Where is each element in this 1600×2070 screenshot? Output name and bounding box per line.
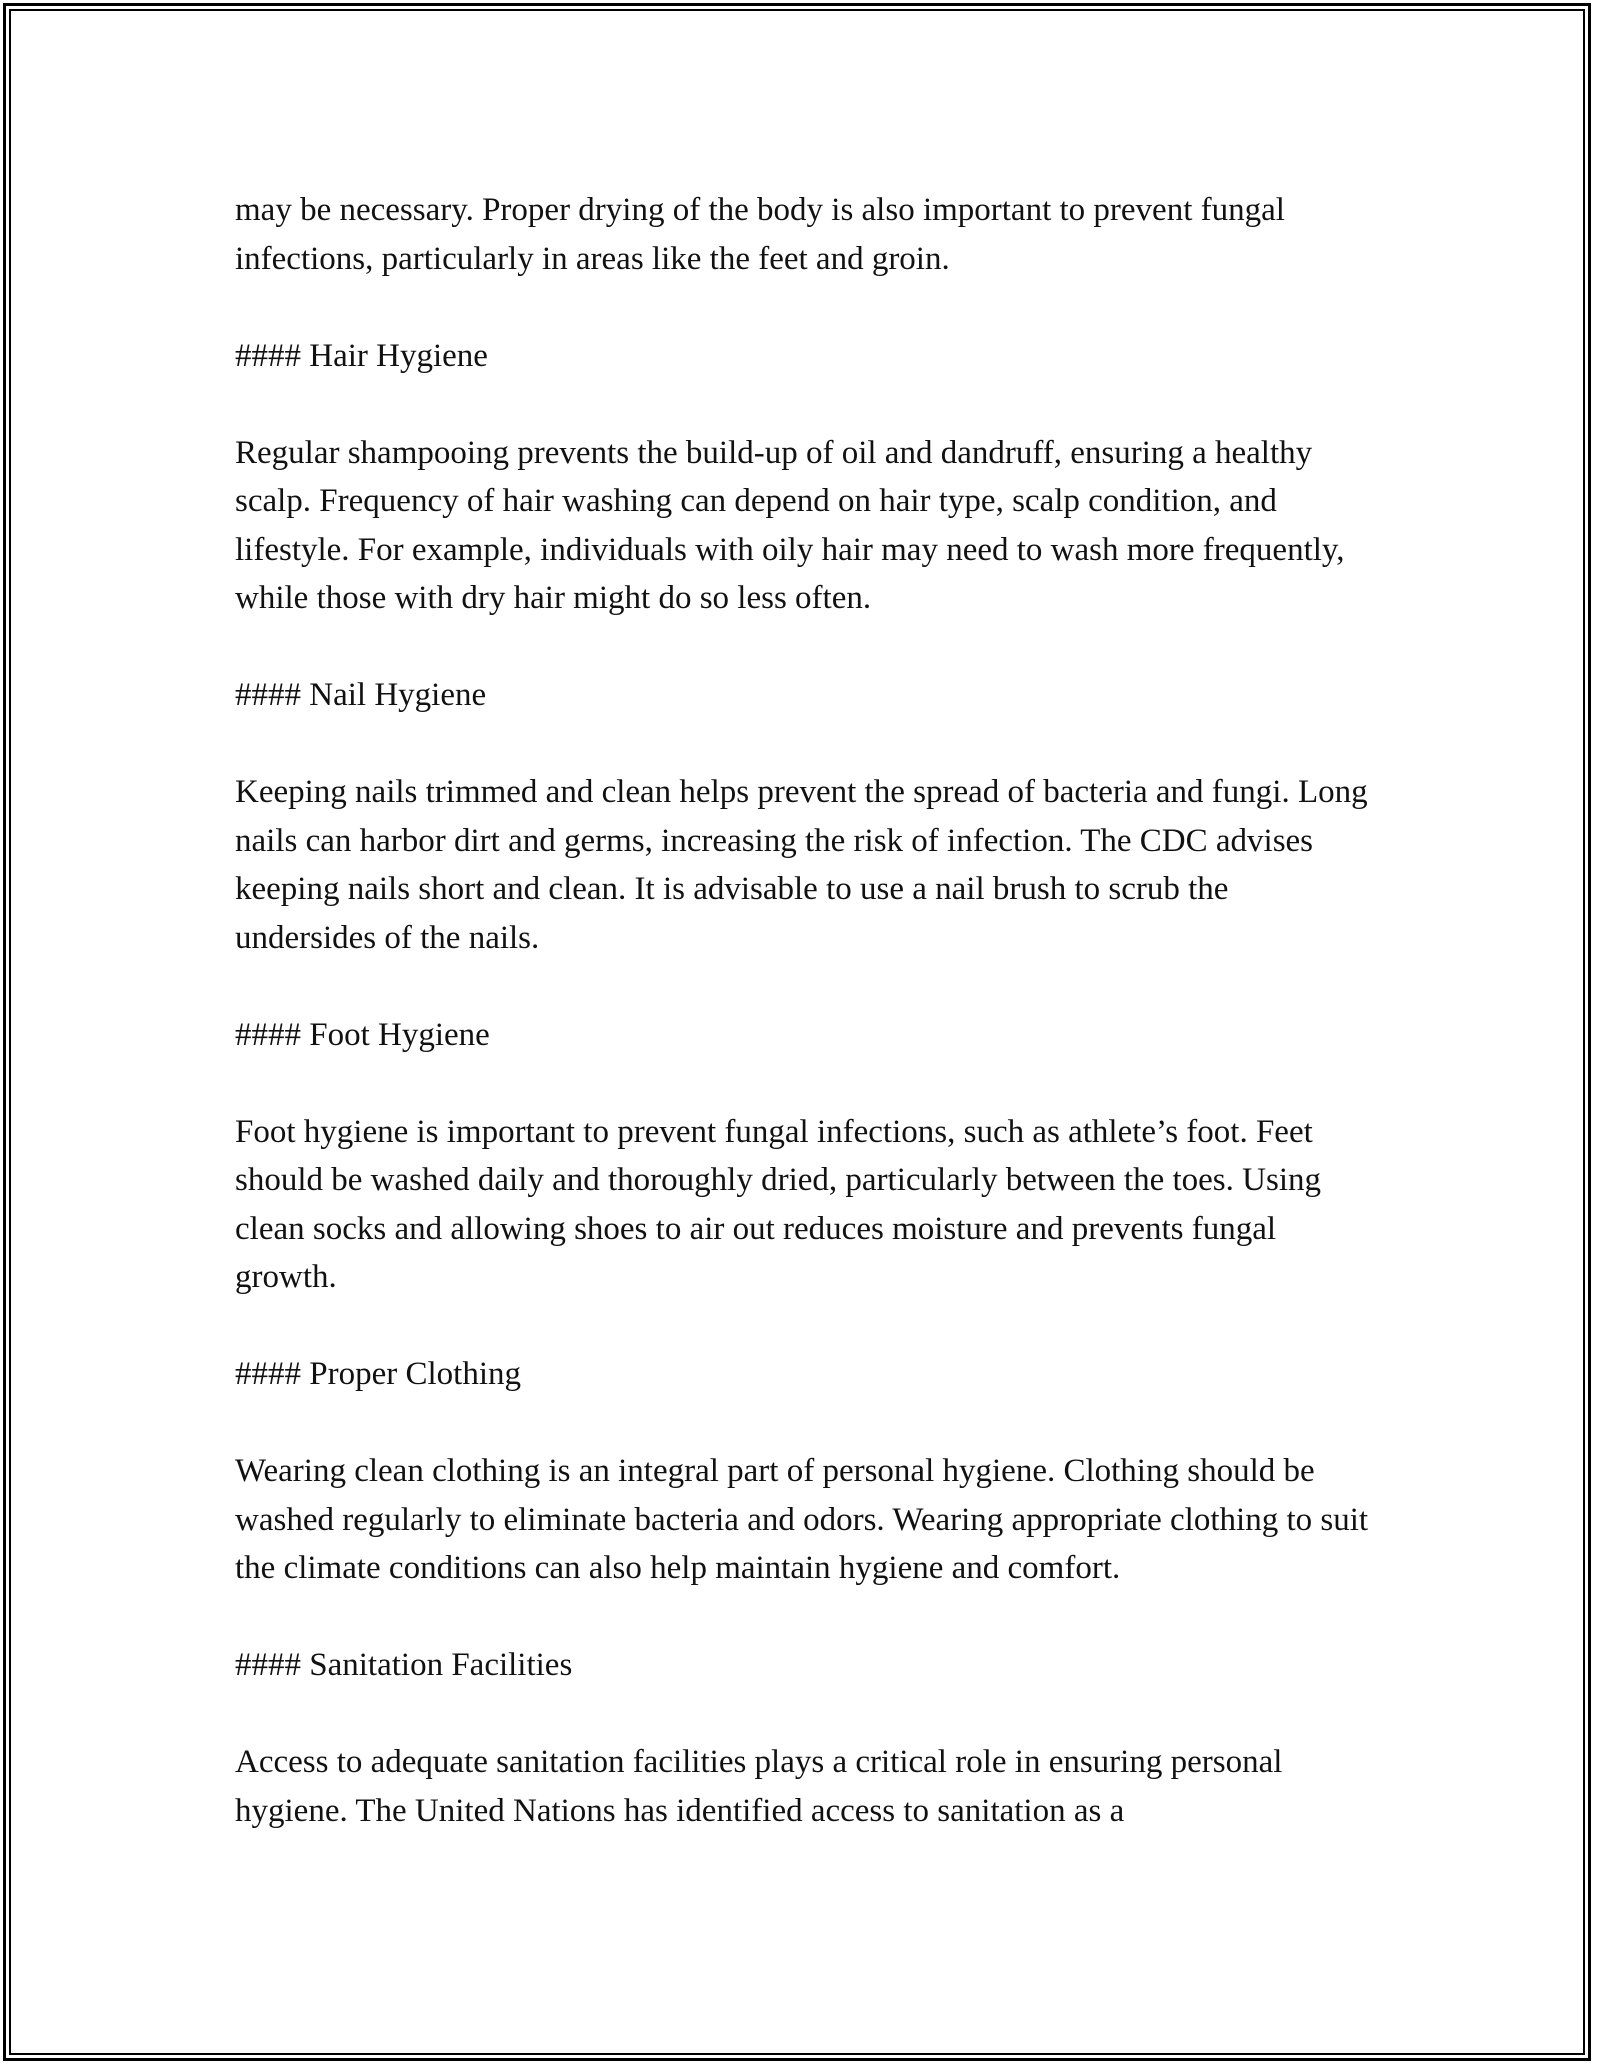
- heading-sanitation-facilities: #### Sanitation Facilities: [235, 1647, 573, 1683]
- heading-hair-hygiene: #### Hair Hygiene: [235, 337, 488, 374]
- paragraph-hair-hygiene: Regular shampooing prevents the build-up of oil and dandruff, ensuring a healthy scalp. Frequency of hair washing can depend on hair type, scalp condition, and lifestyle. For example, individuals with oily hair may need to wash more frequently, while those with dry hair might do so less often.: [235, 434, 1345, 616]
- paragraph-body-drying: may be necessary. Proper drying of the body is also important to prevent fungal infections, particularly in areas like the feet and groin.: [235, 192, 1285, 277]
- heading-nail-hygiene: #### Nail Hygiene: [235, 677, 487, 713]
- heading-proper-clothing: #### Proper Clothing: [235, 1356, 521, 1392]
- heading-foot-hygiene: #### Foot Hygiene: [235, 1016, 490, 1053]
- paragraph-proper-clothing: Wearing clean clothing is an integral part of personal hygiene. Clothing should be washed regularly to eliminate bacteria and odors. Wearing appropriate clothing to suit the climate conditions can also help maintain hygiene and comfort.: [235, 1453, 1369, 1586]
- paragraph-foot-hygiene: Foot hygiene is important to prevent fungal infections, such as athlete’s foot. Feet should be washed daily and thoroughly dried, particularly between the toes. Using clean socks and allowing shoes to air out reduces moisture and prevents fungal growth.: [235, 1113, 1321, 1295]
- document-body: [235, 186, 1375, 1835]
- paragraph-sanitation-facilities: Access to adequate sanitation facilities plays a critical role in ensuring personal hygiene. The United Nations has identified access to sanitation as a: [235, 1744, 1283, 1829]
- paragraph-nail-hygiene: Keeping nails trimmed and clean helps prevent the spread of bacteria and fungi. Long nails can harbor dirt and germs, increasing the risk of infection. The CDC advises keeping nails short and clean. It is advisable to use a nail brush to scrub the undersides of the nails.: [235, 774, 1368, 956]
